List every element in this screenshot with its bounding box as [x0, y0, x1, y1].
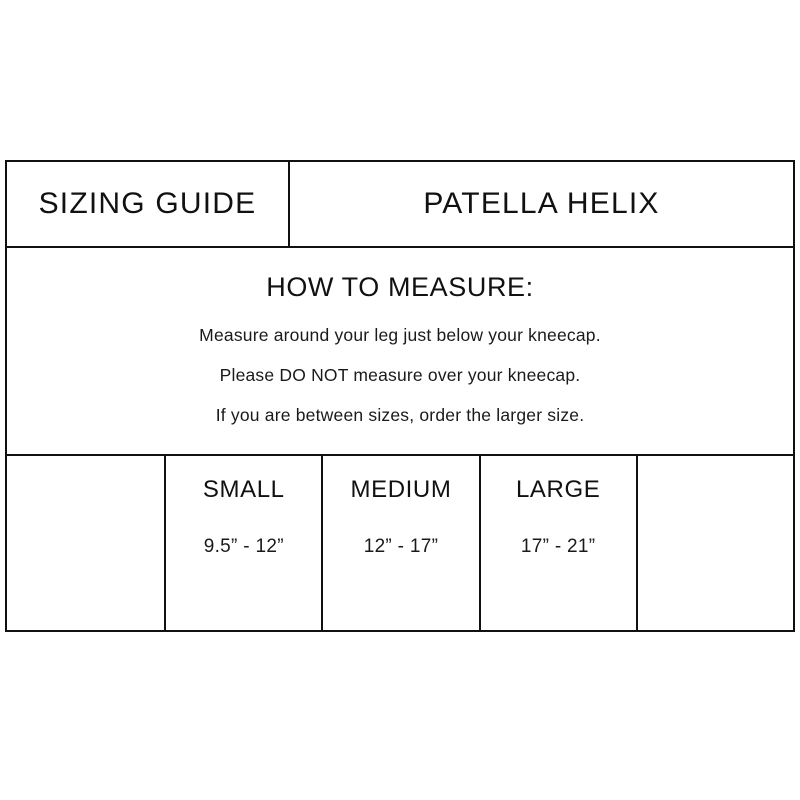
measure-instruction-line: Measure around your leg just below your kneecap. — [199, 325, 601, 345]
sizing-guide-title: SIZING GUIDE — [38, 187, 257, 220]
measure-instruction-line: If you are between sizes, order the larger size. — [215, 405, 585, 425]
header-cell-product-name — [290, 162, 793, 246]
size-range-large: 17” - 21” — [520, 536, 596, 557]
table-header-row — [7, 162, 793, 248]
size-column-large — [479, 456, 636, 630]
size-name-medium: MEDIUM — [350, 476, 452, 503]
how-to-measure-heading: HOW TO MEASURE: — [266, 272, 534, 302]
size-column-label-spacer — [7, 456, 164, 630]
how-to-measure-section — [7, 248, 793, 456]
sizing-guide-table — [5, 160, 795, 632]
size-name-large: LARGE — [515, 476, 601, 503]
size-range-medium: 12” - 17” — [363, 536, 439, 557]
size-column-right-spacer — [636, 456, 793, 630]
size-name-small: SMALL — [202, 476, 285, 503]
header-cell-sizing-guide — [7, 162, 290, 246]
sizes-row — [7, 456, 793, 630]
measure-instruction-line: Please DO NOT measure over your kneecap. — [219, 365, 581, 385]
size-column-medium — [321, 456, 478, 630]
size-column-small — [164, 456, 321, 630]
size-range-small: 9.5” - 12” — [203, 536, 284, 557]
product-name-title: PATELLA HELIX — [423, 187, 660, 220]
